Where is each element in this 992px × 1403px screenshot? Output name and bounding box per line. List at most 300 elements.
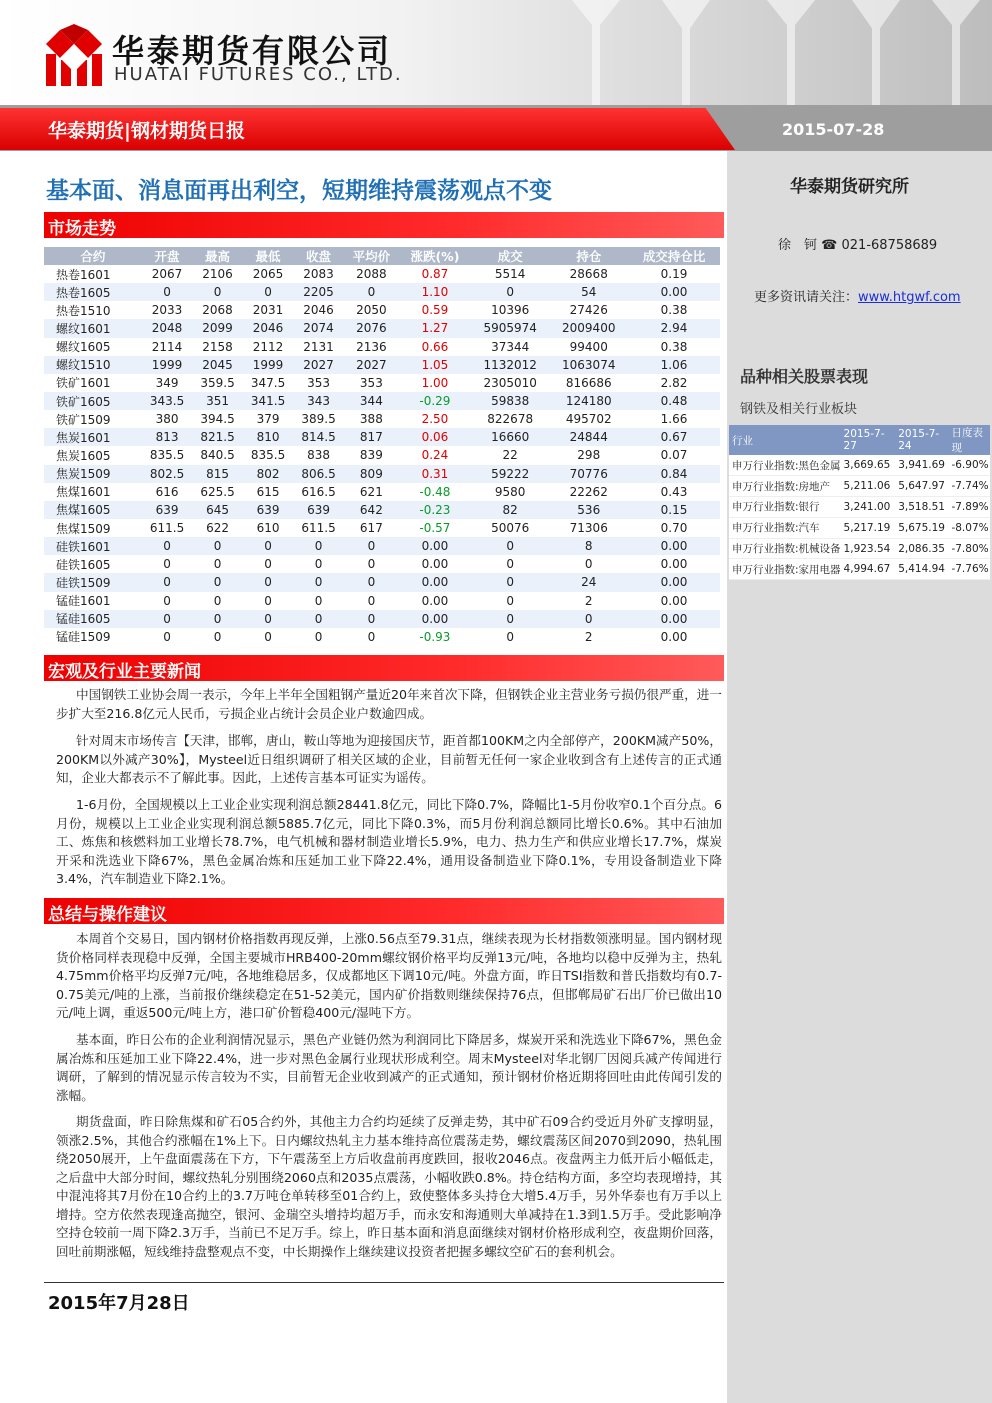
contact-name: 徐 钶 xyxy=(778,238,818,253)
stock-cell: 2,086.35 xyxy=(895,538,948,559)
table-cell: 298 xyxy=(577,448,601,463)
section-market-label: 市场走势 xyxy=(48,219,116,239)
table-cell: 802 xyxy=(243,465,294,483)
table-row xyxy=(44,338,720,356)
contract-cell: 锰硅1601 xyxy=(56,594,111,609)
stock-cell: -7.74% xyxy=(948,476,990,497)
table-cell: 351 xyxy=(192,392,243,410)
footer-date: 2015年7月28日 xyxy=(48,1293,190,1314)
table-cell: 1063074 xyxy=(549,356,628,374)
table-cell: 2158 xyxy=(202,339,233,354)
table-cell: 353 xyxy=(359,375,383,390)
col-header: 开盘 xyxy=(142,247,193,265)
table-cell: 0 xyxy=(142,610,193,628)
contract-cell: 螺纹1601 xyxy=(44,319,142,337)
table-cell: 822678 xyxy=(487,412,534,427)
table-cell: 0.84 xyxy=(628,465,720,483)
table-cell: 0 xyxy=(293,537,344,555)
table-cell: 2046 xyxy=(303,303,334,318)
table-cell: 639 xyxy=(243,501,294,519)
table-cell: 388 xyxy=(359,412,383,427)
table-cell: 1.10 xyxy=(399,283,471,301)
table-cell: 0.00 xyxy=(399,610,471,628)
table-cell: 2027 xyxy=(293,356,344,374)
table-cell: 22 xyxy=(502,448,518,463)
table-cell: 343.5 xyxy=(142,392,193,410)
stock-cell: -7.80% xyxy=(948,538,990,559)
table-cell: 1132012 xyxy=(471,356,550,374)
table-cell: 0 xyxy=(243,573,294,591)
section-summary xyxy=(44,898,724,924)
table-cell: 814.5 xyxy=(293,428,344,446)
table-cell: 611.5 xyxy=(301,521,336,536)
table-cell: 838 xyxy=(307,448,331,463)
table-row xyxy=(44,501,720,519)
table-cell: 9580 xyxy=(494,484,526,499)
stock-cell: -7.89% xyxy=(948,497,990,518)
table-cell: 0.00 xyxy=(399,573,471,591)
table-cell: 817 xyxy=(344,428,399,446)
table-cell: 0.19 xyxy=(660,267,688,282)
table-row xyxy=(44,483,720,501)
table-cell: 1.66 xyxy=(660,412,688,427)
table-cell: 0.00 xyxy=(660,557,688,572)
table-cell: 2.50 xyxy=(421,412,449,427)
section-news-label: 宏观及行业主要新闻 xyxy=(48,662,201,682)
table-cell: 835.5 xyxy=(250,448,286,463)
table-cell: 616 xyxy=(155,484,179,499)
sidebar xyxy=(727,151,992,1403)
summary-paragraph: 期货盘面，昨日除焦煤和矿石05合约外，其他主力合约均延续了反弹走势，其中矿石09合约受近月外矿支撑明显，领涨2.5%，其他合约涨幅在1%上下。日内螺纹热轧主力基本维持高位震荡走势，螺纹震荡区间2070到2090，热轧围绕2050展开，上午盘面震荡在下方，下午震荡至上方后收盘前再度跌回，报收2046点。夜盘两主力低开后小幅低走，之后盘中大部分时间，螺纹热轧分别围绕2060点和2035点震荡，小幅收跌0.8%。持仓结构方面，多空均表现增持，其中混沌将其7月份在10合约上的3.7万吨仓单转移至01合约上，致使整体多头持仓大增5.4万手，另外华泰也有万手以上增持。空方依然表现逢高抛空，银河、金瑞空头增持均超万手，而永安和海通则大单减持在1.3到1.5万手。受此影响净空持仓较前一周下降2.3万手，当前已不足万手。综上，昨日基本面和消息面继续对钢材价格形成利空，夜盘期价回落，回吐前期涨幅，短线维持盘整观点不变，中长期操作上继续建议投资者把握多螺纹空矿石的套利机会。 xyxy=(56,1114,722,1259)
report-date: 2015-07-28 xyxy=(782,120,885,139)
stock-cell: 5,211.06 xyxy=(841,476,896,497)
contact-phone: 021-68758689 xyxy=(841,238,938,253)
table-cell: 2305010 xyxy=(483,375,537,390)
stock-section-title: 品种相关股票表现 xyxy=(740,367,869,386)
stock-cell: 5,675.19 xyxy=(895,517,948,538)
table-cell: 27426 xyxy=(569,303,608,318)
table-cell: 0.00 xyxy=(628,283,720,301)
table-cell: 615 xyxy=(256,484,280,499)
table-cell: 616.5 xyxy=(301,484,336,499)
table-cell: 0.00 xyxy=(399,537,471,555)
table-cell: 0 xyxy=(213,557,222,572)
contract-cell: 铁矿1601 xyxy=(56,376,111,391)
market-table xyxy=(44,247,720,646)
table-cell: 0.38 xyxy=(660,339,688,354)
contract-cell: 螺纹1510 xyxy=(44,356,142,374)
table-cell: 2099 xyxy=(192,319,243,337)
stock-row xyxy=(729,476,990,497)
table-cell: 2 xyxy=(584,629,593,644)
stock-col-header: 行业 xyxy=(729,425,841,455)
table-cell: 813 xyxy=(142,428,193,446)
table-row xyxy=(44,283,720,301)
contact-info xyxy=(778,234,937,253)
table-cell: 0 xyxy=(471,537,550,555)
stock-cell: 3,518.51 xyxy=(895,497,948,518)
table-cell: 394.5 xyxy=(200,412,235,427)
table-cell: 59838 xyxy=(471,392,550,410)
table-cell: 802.5 xyxy=(142,465,193,483)
contract-cell: 铁矿1605 xyxy=(44,392,142,410)
table-row xyxy=(44,592,720,610)
table-cell: 2076 xyxy=(344,319,399,337)
table-row xyxy=(44,356,720,374)
table-cell: 809 xyxy=(344,465,399,483)
table-cell: 639 xyxy=(142,501,193,519)
table-cell: 1.27 xyxy=(399,319,471,337)
table-cell: 2083 xyxy=(303,267,334,282)
table-cell: 24844 xyxy=(549,428,628,446)
table-cell: 0 xyxy=(142,537,193,555)
table-row xyxy=(44,410,720,428)
table-cell: 1.06 xyxy=(628,356,720,374)
stock-cell: 4,994.67 xyxy=(841,559,896,580)
table-cell: 0 xyxy=(344,283,399,301)
table-cell: 344 xyxy=(344,392,399,410)
table-cell: 59222 xyxy=(471,465,550,483)
stock-cell: 5,647.97 xyxy=(895,476,948,497)
table-cell: -0.29 xyxy=(399,392,471,410)
table-cell: 2131 xyxy=(303,339,334,354)
table-row xyxy=(44,319,720,337)
stock-cell: 5,414.94 xyxy=(895,559,948,580)
table-cell: 622 xyxy=(206,521,230,536)
table-cell: 0 xyxy=(584,557,593,572)
website-link[interactable]: www.htgwf.com xyxy=(858,290,961,305)
table-cell: 0.00 xyxy=(628,573,720,591)
contract-cell: 热卷1605 xyxy=(44,283,142,301)
table-cell: 54 xyxy=(549,283,628,301)
news-paragraph: 1-6月份，全国规模以上工业企业实现利润总额28441.8亿元，同比下降0.7%，降幅比1-5月份收窄0.1个百分点。6月份，规模以上工业企业实现利润总额5885.7亿元，同比下降0.3%，而5月份利润总额同比增长0.6%。其中石油加工、炼焦和核燃料加工业增长78.7%，电气机械和器材制造业增长5.9%，电力、热力生产和供应业增长17.7%，煤炭开采和洗选业下降67%，黑色金属冶炼和压延加工业下降22.4%，通用设备制造业下降0.1%，专用设备制造业下降3.4%，汽车制造业下降2.1%。 xyxy=(56,797,722,886)
table-cell: 71306 xyxy=(569,521,608,536)
table-cell: 2050 xyxy=(356,303,387,318)
table-cell: 495702 xyxy=(565,412,612,427)
table-cell: 0.00 xyxy=(628,537,720,555)
table-cell: 99400 xyxy=(569,339,608,354)
table-cell: 0 xyxy=(142,283,193,301)
stock-row xyxy=(729,559,990,580)
table-cell: 610 xyxy=(256,521,280,536)
table-cell: 0 xyxy=(163,629,171,644)
table-cell: 816686 xyxy=(565,375,612,390)
table-row xyxy=(44,374,720,392)
table-cell: 0 xyxy=(506,629,514,644)
more-info xyxy=(754,286,961,305)
report-header xyxy=(0,0,992,105)
stock-row xyxy=(729,455,990,476)
report-title: 基本面、消息面再出利空，短期维持震荡观点不变 xyxy=(46,178,552,204)
contract-cell: 热卷1510 xyxy=(56,303,111,318)
table-row xyxy=(44,446,720,464)
table-cell: 0 xyxy=(243,610,294,628)
table-cell: 0 xyxy=(367,557,376,572)
table-cell: 379 xyxy=(256,412,280,427)
footer-divider xyxy=(44,1282,724,1283)
stock-cell: 3,241.00 xyxy=(841,497,896,518)
table-cell: 2031 xyxy=(252,303,284,318)
col-header: 收盘 xyxy=(293,247,344,265)
stock-table xyxy=(729,425,990,580)
contract-cell: 焦炭1601 xyxy=(44,428,142,446)
contract-cell: 硅铁1605 xyxy=(56,557,111,572)
table-cell: 0.70 xyxy=(660,521,688,536)
table-cell: 2067 xyxy=(151,267,183,282)
institute-name: 华泰期货研究所 xyxy=(790,177,909,197)
table-cell: 2088 xyxy=(356,267,387,282)
table-cell: 2046 xyxy=(243,319,294,337)
table-cell: 347.5 xyxy=(250,375,286,390)
table-row xyxy=(44,573,720,591)
table-cell: 0.24 xyxy=(421,448,449,463)
table-row xyxy=(44,301,720,319)
more-label: 更多资讯请关注： xyxy=(754,290,859,305)
table-cell: 2205 xyxy=(293,283,344,301)
table-row xyxy=(44,465,720,483)
stock-cell: -8.07% xyxy=(948,517,990,538)
summary-paragraph: 本周首个交易日，国内钢材价格指数再现反弹，上涨0.56点至79.31点，继续表现为长材指数领涨明显。国内钢材现货价格同样表现稳中反弹，全国主要城市HRB400-20mm螺纹钢价格平均反弹13元/吨，各地均以稳中反弹为主，热轧4.75mm价格平均反弹7元/吨，各地维稳居多，仅成都地区下调10元/吨。外盘方面，昨日TSI指数和普氏指数均有0.7-0.75美元/吨的上涨，当前报价继续稳定在51-52美元，国内矿价指数则继续保持76点，但邯郸局矿石出厂价已做出10元/吨上调，重返500元/吨上方，港口矿价暂稳400元/湿吨下方。 xyxy=(56,931,722,1020)
section-news xyxy=(44,655,724,681)
table-cell: 2074 xyxy=(293,319,344,337)
table-cell: 0.59 xyxy=(421,303,449,318)
stock-col-header: 2015-7-24 xyxy=(895,425,948,455)
table-cell: 0 xyxy=(213,629,222,644)
table-cell: 0.48 xyxy=(628,392,720,410)
col-header: 最低 xyxy=(243,247,294,265)
table-cell: 815 xyxy=(192,465,243,483)
table-cell: 22262 xyxy=(569,484,608,499)
table-cell: 1999 xyxy=(243,356,294,374)
table-cell: 0 xyxy=(243,537,294,555)
stock-cell: -7.76% xyxy=(948,559,990,580)
table-cell: 0 xyxy=(163,557,171,572)
stock-row xyxy=(729,517,990,538)
table-cell: 2009400 xyxy=(549,319,628,337)
table-cell: 1.05 xyxy=(399,356,471,374)
table-cell: 0 xyxy=(314,557,323,572)
table-cell: 0 xyxy=(314,629,323,644)
table-cell: 5514 xyxy=(494,267,526,282)
table-cell: 2106 xyxy=(202,267,233,282)
contract-cell: 热卷1601 xyxy=(56,267,111,282)
table-row xyxy=(44,519,720,537)
stock-table-header xyxy=(729,425,990,455)
table-cell: 645 xyxy=(192,501,243,519)
stock-col-header: 2015-7-27 xyxy=(841,425,896,455)
table-cell: 0.00 xyxy=(628,610,720,628)
table-cell: 0 xyxy=(367,593,376,608)
table-cell: 0.00 xyxy=(660,593,688,608)
table-row xyxy=(44,610,720,628)
table-cell: 2027 xyxy=(344,356,399,374)
table-cell: 5905974 xyxy=(471,319,550,337)
table-cell: 0.00 xyxy=(660,629,688,644)
table-row xyxy=(44,555,720,573)
stock-cell: 3,941.69 xyxy=(895,455,948,476)
col-header: 合约 xyxy=(44,247,142,265)
table-cell: 0 xyxy=(243,283,294,301)
contract-cell: 锰硅1605 xyxy=(44,610,142,628)
table-cell: 70776 xyxy=(549,465,628,483)
industry-cell: 申万行业指数:汽车 xyxy=(729,517,841,538)
table-cell: 10396 xyxy=(491,303,530,318)
contract-cell: 焦煤1509 xyxy=(56,521,111,536)
section-summary-label: 总结与操作建议 xyxy=(48,905,167,925)
stock-cell: 1,923.54 xyxy=(841,538,896,559)
table-cell: 0.67 xyxy=(628,428,720,446)
table-cell: -0.23 xyxy=(399,501,471,519)
table-row xyxy=(44,392,720,410)
table-cell: 2033 xyxy=(151,303,183,318)
table-cell: 0 xyxy=(293,573,344,591)
stock-cell: -6.90% xyxy=(948,455,990,476)
table-cell: 341.5 xyxy=(243,392,294,410)
table-cell: 621 xyxy=(359,484,383,499)
table-cell: 380 xyxy=(155,412,179,427)
summary-paragraph: 基本面，昨日公布的企业利润情况显示，黑色产业链仍然为利润同比下降居多，煤炭开采和洗选业下降67%，黑色金属冶炼和压延加工业下降22.4%，进一步对黑色金属行业现状形成利空。周末Mysteel对华北钢厂因阅兵减产传闻进行调研，了解到的情况显示传言较为不实，目前暂无企业收到减产的正式通知，预计钢材价格近期将回吐由此传闻引发的涨幅。 xyxy=(56,1032,722,1103)
table-cell: 639 xyxy=(293,501,344,519)
col-header: 涨跌(%) xyxy=(399,247,471,265)
table-cell: 0 xyxy=(344,537,399,555)
market-table-header xyxy=(44,247,720,265)
table-cell: -0.57 xyxy=(419,521,451,536)
industry-cell: 申万行业指数:机械设备 xyxy=(729,538,841,559)
table-cell: 0 xyxy=(264,557,272,572)
col-header: 最高 xyxy=(192,247,243,265)
stock-cell: 5,217.19 xyxy=(841,517,896,538)
table-cell: 810 xyxy=(243,428,294,446)
stock-table-body xyxy=(729,455,990,580)
table-cell: 0.00 xyxy=(421,593,449,608)
table-cell: 359.5 xyxy=(200,375,235,390)
table-cell: 0 xyxy=(367,629,376,644)
contract-cell: 焦炭1605 xyxy=(56,448,111,463)
stock-row xyxy=(729,497,990,518)
table-cell: -0.48 xyxy=(419,484,451,499)
industry-cell: 申万行业指数:银行 xyxy=(729,497,841,518)
table-cell: 0 xyxy=(192,283,243,301)
table-row xyxy=(44,428,720,446)
news-paragraph: 针对周末市场传言【天津，邯郸，唐山，鞍山等地为迎接国庆节，距首都100KM之内全部停产，200KM减产50%，200KM以外减产30%】，Mysteel近日组织调研了相关区域的企业，目前暂无任何一家企业收到含有上述传言的正式通知，企业大都表示不了解此事。因此，上述传言基本可证实为谣传。 xyxy=(56,733,722,785)
table-cell: 343 xyxy=(293,392,344,410)
table-cell: 625.5 xyxy=(200,484,235,499)
table-cell: 0 xyxy=(344,573,399,591)
table-cell: 82 xyxy=(471,501,550,519)
col-header: 成交持仓比 xyxy=(628,247,720,265)
contract-cell: 硅铁1509 xyxy=(44,573,142,591)
table-cell: 0 xyxy=(471,283,550,301)
table-cell: 124180 xyxy=(549,392,628,410)
table-cell: 0 xyxy=(314,593,323,608)
table-cell: 0 xyxy=(213,593,222,608)
table-cell: 8 xyxy=(549,537,628,555)
table-cell: 0 xyxy=(192,610,243,628)
table-cell: 642 xyxy=(344,501,399,519)
table-cell: 0.38 xyxy=(660,303,688,318)
table-row xyxy=(44,537,720,555)
table-cell: 0 xyxy=(142,573,193,591)
table-row xyxy=(44,265,720,283)
table-cell: 0 xyxy=(344,610,399,628)
table-cell: 2.94 xyxy=(628,319,720,337)
contract-cell: 硅铁1601 xyxy=(44,537,142,555)
table-cell: 1999 xyxy=(142,356,193,374)
table-cell: 349 xyxy=(155,375,179,390)
table-cell: 2 xyxy=(584,593,593,608)
table-cell: 0 xyxy=(163,593,171,608)
stock-section-subtitle: 钢铁及相关行业板块 xyxy=(740,402,858,417)
table-cell: 0 xyxy=(471,610,550,628)
table-cell: 0 xyxy=(192,573,243,591)
table-cell: 37344 xyxy=(491,339,530,354)
phone-icon: ☎ xyxy=(821,238,838,253)
company-name-en: HUATAI FUTURES CO., LTD. xyxy=(114,64,403,85)
table-cell: 0.00 xyxy=(421,557,449,572)
table-cell: 617 xyxy=(359,521,383,536)
table-cell: 821.5 xyxy=(192,428,243,446)
table-cell: 1.00 xyxy=(421,375,449,390)
huatai-logo-icon xyxy=(46,24,102,86)
table-cell: 0.15 xyxy=(628,501,720,519)
table-cell: -0.93 xyxy=(419,629,451,644)
industry-cell: 申万行业指数:房地产 xyxy=(729,476,841,497)
stock-col-header: 日度表现 xyxy=(948,425,990,455)
industry-cell: 申万行业指数:家用电器 xyxy=(729,559,841,580)
col-header: 平均价 xyxy=(344,247,399,265)
section-market xyxy=(44,212,724,238)
contract-cell: 锰硅1509 xyxy=(56,630,111,645)
contract-cell: 焦煤1605 xyxy=(44,501,142,519)
table-cell: 0 xyxy=(506,557,514,572)
news-paragraph: 中国钢铁工业协会周一表示，今年上半年全国粗钢产量近20年来首次下降，但钢铁企业主营业务亏损仍很严重，进一步扩大至216.8亿元人民币，亏损企业占统计会员企业户数逾四成。 xyxy=(56,687,722,721)
table-cell: 2065 xyxy=(252,267,284,282)
table-cell: 611.5 xyxy=(149,521,185,536)
table-cell: 0 xyxy=(264,629,272,644)
table-cell: 806.5 xyxy=(293,465,344,483)
table-cell: 0 xyxy=(549,610,628,628)
table-cell: 353 xyxy=(307,375,331,390)
contract-cell: 螺纹1605 xyxy=(56,340,111,355)
table-cell: 0.87 xyxy=(421,267,449,282)
table-cell: 2048 xyxy=(142,319,193,337)
table-cell: 0.07 xyxy=(660,448,688,463)
industry-cell: 申万行业指数:黑色金属 xyxy=(729,455,841,476)
table-row xyxy=(44,628,720,646)
table-cell: 28668 xyxy=(569,267,608,282)
table-cell: 0.66 xyxy=(421,339,449,354)
market-table-body xyxy=(44,265,720,646)
table-cell: 24 xyxy=(549,573,628,591)
stock-row xyxy=(729,538,990,559)
table-cell: 0.06 xyxy=(399,428,471,446)
table-cell: 0 xyxy=(506,593,514,608)
table-cell: 2136 xyxy=(356,339,387,354)
col-header: 持仓 xyxy=(549,247,628,265)
report-band-title: 华泰期货|钢材期货日报 xyxy=(48,120,245,142)
table-cell: 2112 xyxy=(252,339,284,354)
table-cell: 2114 xyxy=(151,339,183,354)
table-cell: 2045 xyxy=(192,356,243,374)
table-cell: 835.5 xyxy=(149,448,185,463)
col-header: 成交 xyxy=(471,247,550,265)
contract-cell: 焦炭1509 xyxy=(44,465,142,483)
table-cell: 2.82 xyxy=(660,375,688,390)
table-cell: 389.5 xyxy=(301,412,336,427)
table-cell: 0.43 xyxy=(660,484,688,499)
contract-cell: 焦煤1601 xyxy=(56,485,111,500)
table-cell: 0 xyxy=(192,537,243,555)
